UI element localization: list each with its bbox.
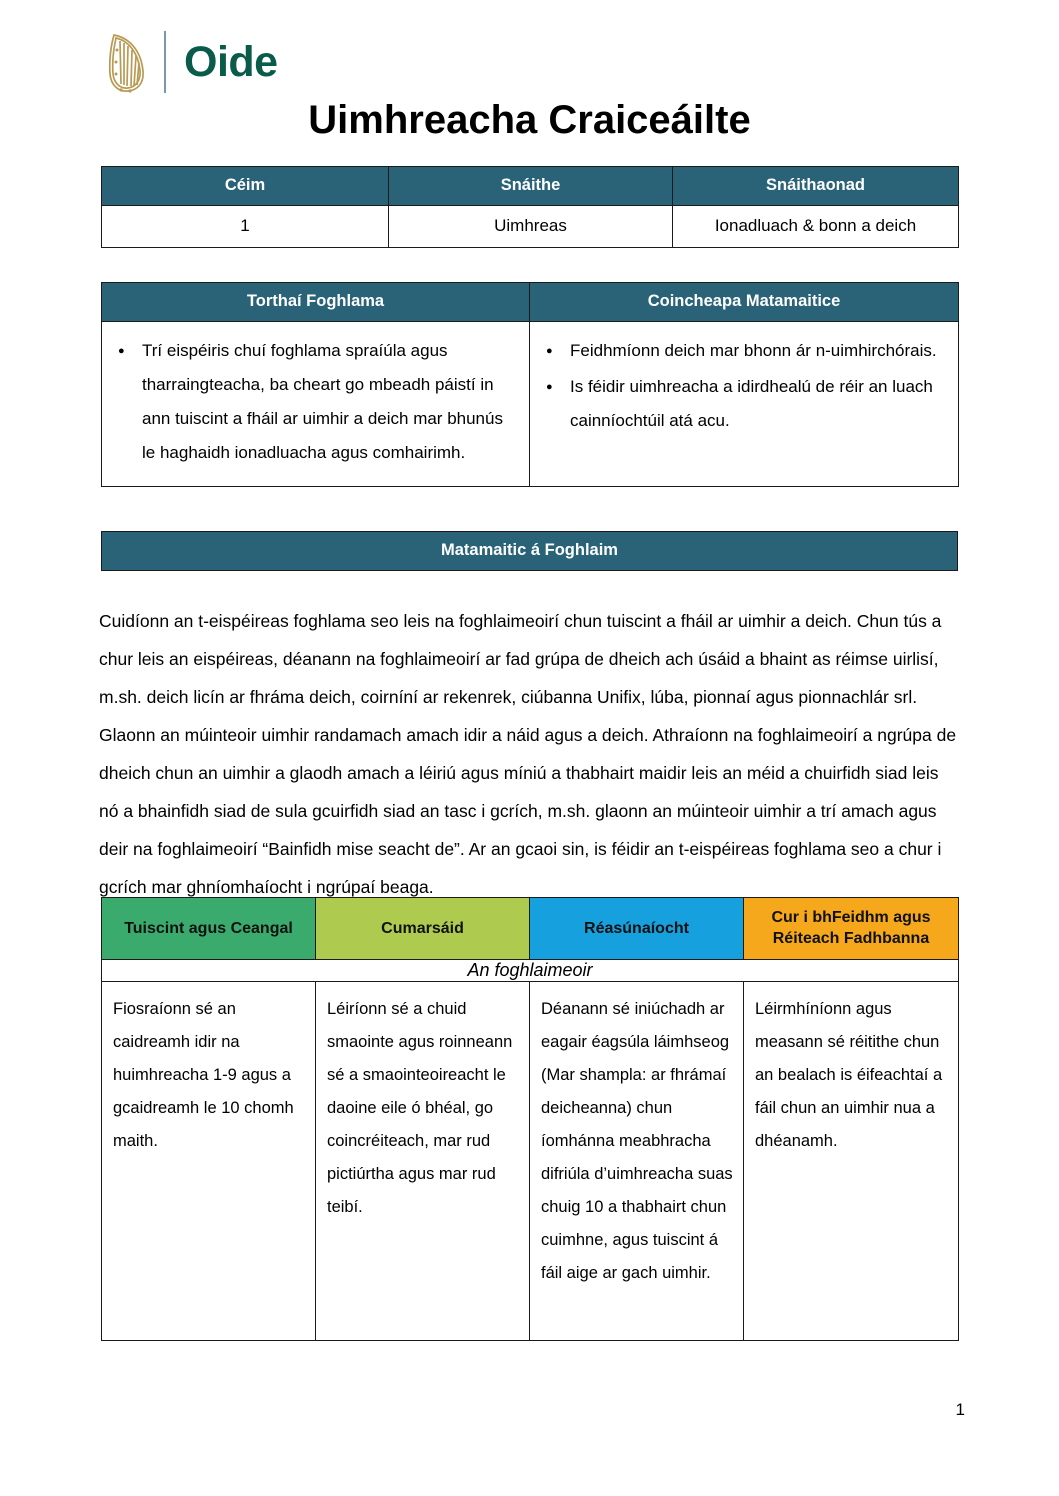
maths-concepts-list [540,334,948,438]
maths-concepts-cell [530,322,959,487]
strand-desc-reasunaiocht: Déanann sé iniúchadh ar eagair éagsúla láimhseog (Mar shampla: ar fhrámaí deicheanna) chun íomhánna meabhracha difriúla d’uimhreacha suas chuig 10 a thabhairt chun cuimhne, agus tuiscint á fáil aige ar gach uimhir. [530,982,744,1341]
strand-header-cumarsaid: Cumarsáid [316,898,530,960]
table-row [102,982,959,1341]
table-row [102,283,959,322]
metadata-table [101,166,959,248]
oide-logo [100,28,278,96]
strand-desc-cumarsaid: Léiríonn sé a chuid smaointe agus roinneann sé a smaointeoireacht le daoine eile ó bhéal, go coincréiteach, mar rud pictiúrtha agus mar rud teibí. [316,982,530,1341]
table-row [102,206,959,248]
meta-header-snaithaonad: Snáithaonad [673,167,959,206]
meta-value-snaithaonad: Ionadluach & bonn a deich [673,206,959,248]
page-title: Uimhreacha Craiceáilte [308,98,751,142]
strand-header-cur-i-bhfeidhm: Cur i bhFeidhm agus Réiteach Fadhbanna [744,898,959,960]
list-item: ● Is féidir uimhreacha a idirdhealú de réir an luach cainníochtúil atá acu. [570,370,948,438]
logo-wordmark: Oide [184,37,278,86]
meta-value-snaithe: Uimhreas [389,206,673,248]
outcomes-header-coincheapa: Coincheapa Matamaitice [530,283,959,322]
outcomes-table [101,282,959,487]
strand-header-reasunaiocht: Réasúnaíocht [530,898,744,960]
page-number: 1 [955,1400,965,1419]
irish-harp-icon [100,29,152,95]
list-item: ● Trí eispéiris chuí foghlama spraíúla agus tharraingteacha, ba cheart go mbeadh páistí in ann tuiscint a fháil ar uimhir a deich mar bhunús le haghaidh ionadluacha agus comhairimh. [142,334,519,470]
table-row [102,898,959,960]
learning-outcomes-list [112,334,519,470]
logo-divider [164,31,166,93]
section-banner-matamaitic: Matamaitic á Foghlaim [101,531,958,571]
table-row [102,167,959,206]
table-row [102,960,959,982]
strand-desc-cur-i-bhfeidhm: Léirmhíníonn agus measann sé réitithe chun an bealach is éifeachtaí a fáil chun an uimhir nua a dhéanamh. [744,982,959,1341]
list-item: ● Feidhmíonn deich mar bhonn ár n-uimhirchórais. [570,334,948,368]
strand-header-tuiscint: Tuiscint agus Ceangal [102,898,316,960]
meta-value-ceim: 1 [102,206,389,248]
body-paragraph: Cuidíonn an t-eispéireas foghlama seo leis na foghlaimeoirí chun tuiscint a fháil ar uimhir a deich. Chun tús a chur leis an eispéireas, déanann na foghlaimeoirí ar fad grúpa de dheich ach úsáid a bhaint as réimse uirlisí, m.sh. deich licín ar fhráma deich, coirníní ar rekenrek, ciúbanna Unifix, lúba, pionnaí agus pionnachlár srl. Glaonn an múinteoir uimhir randamach amach idir a náid agus a deich. Athraíonn na foghlaimeoirí a ngrúpa de dheich chun an uimhir a glaodh amach a léiriú agus míniú a thabhairt maidir leis an méid a chuirfidh siad leis nó a bhainfidh siad de sula gcuirfidh siad an tasc i gcrích, m.sh. glaonn an múinteoir uimhir a trí amach agus deir na foghlaimeoirí “Bainfidh mise seacht de”. Ar an gcaoi sin, is féidir an t-eispéireas foghlama seo a chur i gcrích mar ghníomhaíocht i ngrúpaí beaga. [99,610,957,897]
strands-table [101,897,959,1341]
meta-header-snaithe: Snáithe [389,167,673,206]
strands-subheader: An foghlaimeoir [102,960,959,982]
table-row [102,322,959,487]
learning-outcomes-cell [102,322,530,487]
outcomes-header-torthai: Torthaí Foghlama [102,283,530,322]
strand-desc-tuiscint: Fiosraíonn sé an caidreamh idir na huimhreacha 1-9 agus a gcaidreamh le 10 chomh maith. [102,982,316,1341]
meta-header-ceim: Céim [102,167,389,206]
